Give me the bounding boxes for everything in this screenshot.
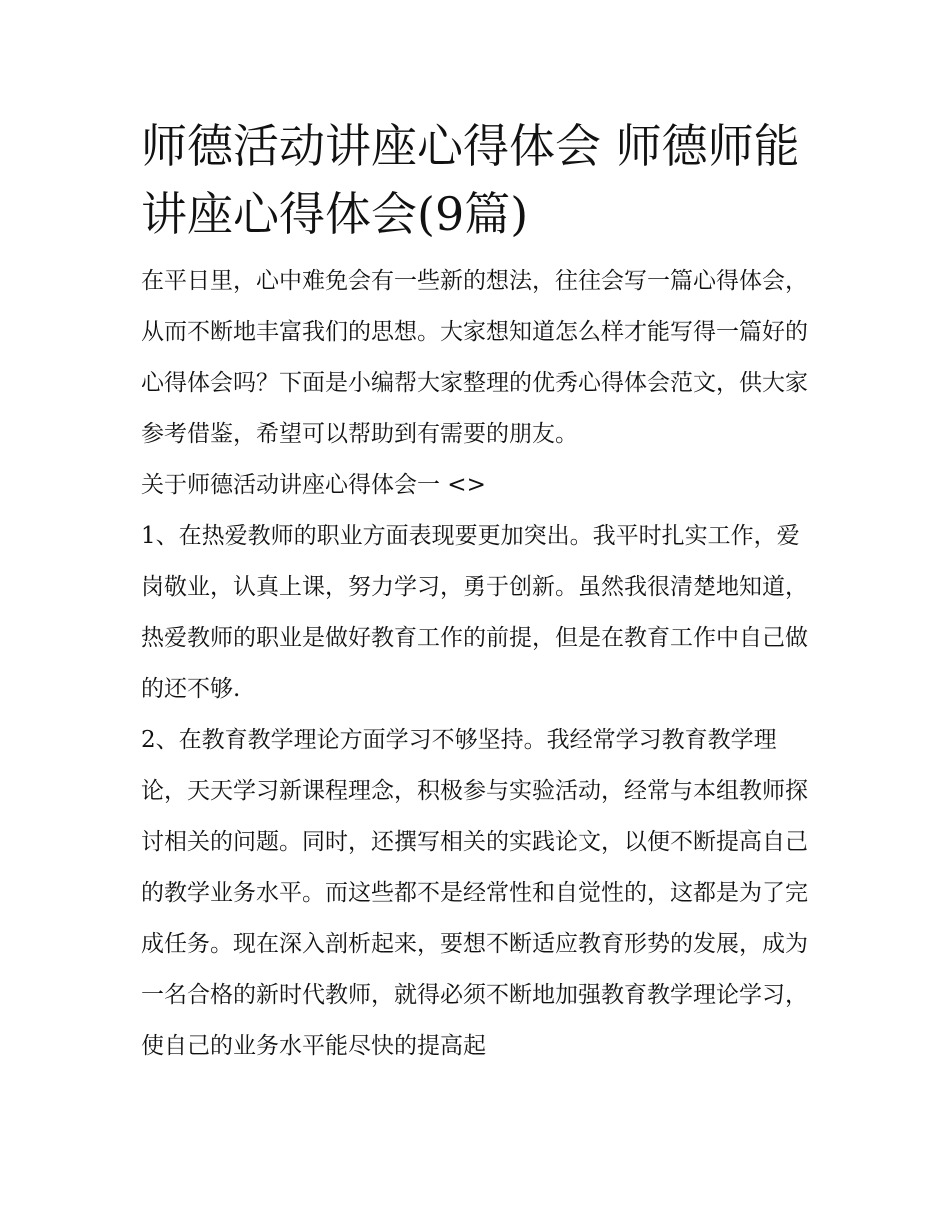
point-2-paragraph: 2、在教育教学理论方面学习不够坚持。我经常学习教育教学理论，天天学习新课程理念，积极参与实验活动，经常与本组教师探讨相关的问题。同时，还撰写相关的实践论文，以便不断提高自己的教学业务水平。而这些都不是经常性和自觉性的，这都是为了完成任务。现在深入剖析起来，要想不断适应教育形势的发展，成为一名合格的新时代教师，就得必须不断地加强教育教学理论学习，使自己的业务水平能尽快的提高起 (141, 727, 808, 1059)
section-heading: 关于师德活动讲座心得体会一 <> (141, 472, 486, 498)
document-body (141, 256, 813, 1072)
point-1-paragraph: 1、在热爱教师的职业方面表现要更加突出。我平时扎实工作，爱岗敬业，认真上课，努力学习，勇于创新。虽然我很清楚地知道，热爱教师的职业是做好教育工作的前提，但是在教育工作中自己做的还不够. (141, 523, 808, 702)
document-title: 师德活动讲座心得体会 师德师能讲座心得体会(9篇) (141, 119, 800, 241)
document-content (141, 112, 813, 1072)
intro-paragraph: 在平日里，心中难免会有一些新的想法，往往会写一篇心得体会，从而不断地丰富我们的思想。大家想知道怎么样才能写得一篇好的心得体会吗？下面是小编帮大家整理的优秀心得体会范文，供大家参考借鉴，希望可以帮助到有需要的朋友。 (141, 268, 808, 447)
